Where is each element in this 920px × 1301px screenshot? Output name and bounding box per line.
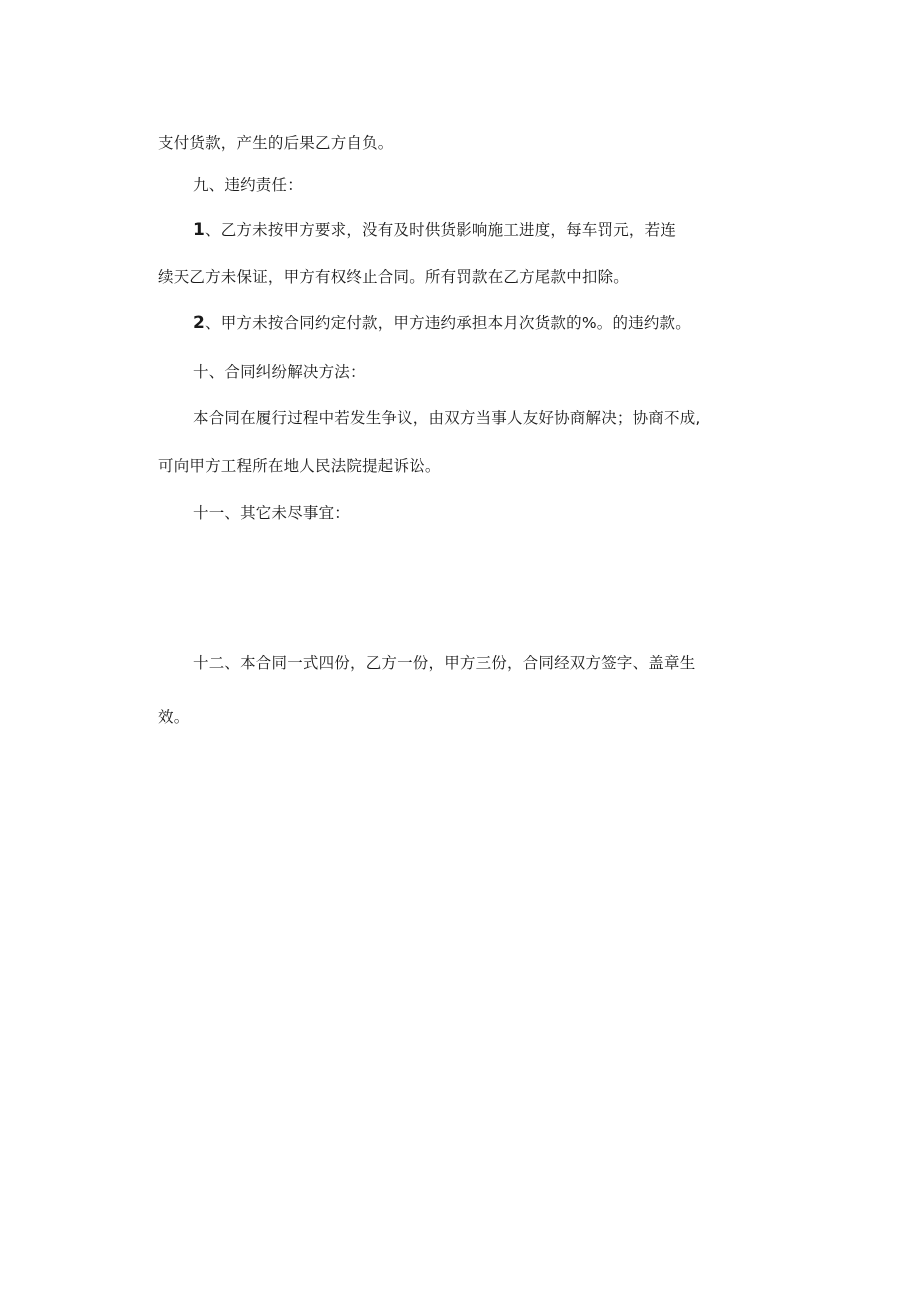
paragraph-line: 支付货款，产生的后果乙方自负。 (158, 134, 394, 152)
paragraph-line: 可向甲方工程所在地人民法院提起诉讼。 (158, 457, 441, 475)
section-heading-breach-liability: 九、违约责任： (193, 176, 303, 194)
clause-2-line: 2、甲方未按合同约定付款，甲方违约承担本月次货款的%。的违约款。 (193, 313, 691, 333)
section-heading-other-matters: 十一、其它未尽事宜： (193, 504, 351, 522)
section-heading-dispute-resolution: 十、合同纠纷解决方法： (193, 363, 366, 381)
paragraph-line: 本合同在履行过程中若发生争议，由双方当事人友好协商解决；协商不成, (193, 409, 701, 427)
clause-1-line: 1、乙方未按甲方要求，没有及时供货影响施工进度，每车罚元，若连 (193, 220, 677, 240)
clause-number: 2 (193, 313, 206, 333)
paragraph-line: 效。 (158, 708, 190, 726)
paragraph-line: 续天乙方未保证，甲方有权终止合同。所有罚款在乙方尾款中扣除。 (158, 268, 630, 286)
clause-number: 1 (193, 220, 206, 240)
section-twelve-line: 十二、本合同一式四份，乙方一份，甲方三份，合同经双方签字、盖章生 (193, 654, 696, 672)
